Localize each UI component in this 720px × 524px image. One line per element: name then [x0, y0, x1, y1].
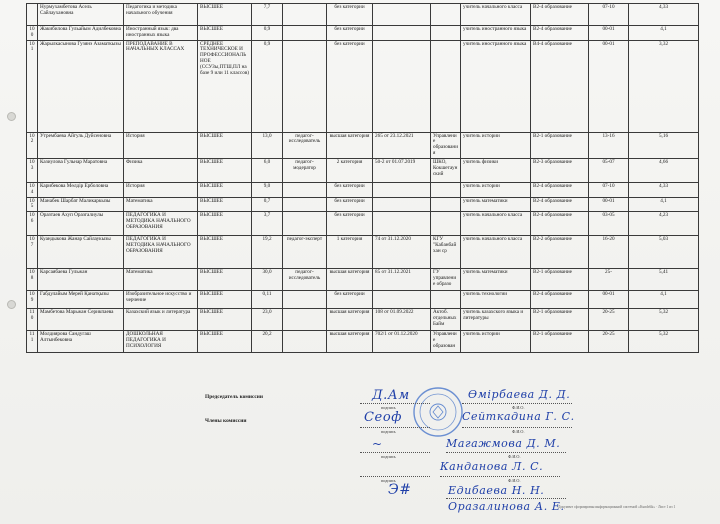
- table-row: [27, 4, 699, 26]
- cell-num: 102: [27, 132, 38, 158]
- cell-code: 05-07: [589, 158, 629, 182]
- cell-order: [373, 197, 431, 212]
- cell-edu: ВЫСШЕЕ: [198, 331, 252, 353]
- cell-num: 109: [27, 291, 38, 309]
- signature-line: [360, 427, 430, 428]
- cell-cat2: высшая категория: [327, 132, 373, 158]
- cell-cat2: без категории: [327, 212, 373, 236]
- cell-position: учитель математики: [461, 269, 531, 291]
- cell-order: [373, 40, 431, 132]
- cell-cat1: [283, 4, 327, 26]
- cell-num: 101: [27, 40, 38, 132]
- table-row: [27, 182, 699, 197]
- cell-exp: 19,2: [252, 236, 283, 269]
- cell-num: 110: [27, 309, 38, 331]
- cell-position: учитель иностранного языка: [461, 26, 531, 41]
- cell-org: [431, 197, 461, 212]
- cell-spec: Педагогика и методика начального обучения: [124, 4, 198, 26]
- fio-chair: Өмірбаева Д. Д.: [468, 388, 571, 401]
- cell-exp: 3,7: [252, 212, 283, 236]
- cell-position: учитель начального класса: [461, 212, 531, 236]
- cell-grade: B2-4 образование: [531, 4, 589, 26]
- fio-line: [462, 427, 572, 428]
- cell-spec: Математика: [124, 269, 198, 291]
- cell-spec: ПЕДАГОГИКА И МЕТОДИКА НАЧАЛЬНОГО ОБРАЗОВАНИЯ: [124, 212, 198, 236]
- fio-caption: Ф.И.О.: [512, 405, 525, 410]
- fio-caption: Ф.И.О.: [512, 429, 525, 434]
- fio-member-3: Канданова Л. С.: [440, 460, 544, 473]
- cell-grade: B2-1 образование: [531, 309, 589, 331]
- cell-edu: ВЫСШЕЕ: [198, 26, 252, 41]
- cell-spec: Иностранный язык: два иностранных языка: [124, 26, 198, 41]
- cell-code: 20-25: [589, 331, 629, 353]
- cell-position: учитель физики: [461, 158, 531, 182]
- cell-org: [431, 26, 461, 41]
- cell-code: 16-20: [589, 236, 629, 269]
- cell-cat1: педагог-эксперт: [283, 236, 327, 269]
- staff-table: [26, 3, 699, 353]
- cell-order: [373, 291, 431, 309]
- cell-edu: ВЫСШЕЕ: [198, 236, 252, 269]
- cell-cat1: [283, 40, 327, 132]
- cell-exp: 6,0: [252, 158, 283, 182]
- fio-line: [446, 498, 566, 499]
- cell-coef: 4,66: [629, 158, 699, 182]
- cell-num: [27, 4, 38, 26]
- fio-member-2: Магажмова Д. М.: [446, 437, 561, 450]
- fio-member-1: Сейткадина Г. С.: [462, 410, 575, 423]
- cell-coef: 5,32: [629, 309, 699, 331]
- table-row: [27, 291, 699, 309]
- cell-num: 104: [27, 182, 38, 197]
- cell-exp: 23,0: [252, 309, 283, 331]
- cell-num: 108: [27, 269, 38, 291]
- cell-cat2: высшая категория: [327, 309, 373, 331]
- chair-label: Председатель комиссии: [205, 394, 263, 400]
- cell-order: 702/1 от 01.12.2020: [373, 331, 431, 353]
- cell-spec: Казахский язык и литература: [124, 309, 198, 331]
- cell-code: 07-10: [589, 182, 629, 197]
- binder-hole-top: [7, 112, 16, 121]
- cell-cat1: [283, 197, 327, 212]
- cell-grade: B2-1 образование: [531, 132, 589, 158]
- cell-org: [431, 291, 461, 309]
- table-row: [27, 212, 699, 236]
- cell-edu: СРЕДНЕЕ ТЕХНИЧЕСКОЕ И ПРОФЕССИОНАЛЬНОЕ (ССУЗы,ПТШ,ПЛ на базе 9 или 11 классов): [198, 40, 252, 132]
- cell-position: учитель иностранного языка: [461, 40, 531, 132]
- table-row: [27, 40, 699, 132]
- cell-cat1: [283, 331, 327, 353]
- signature-caption: подпись: [381, 405, 396, 410]
- cell-edu: ВЫСШЕЕ: [198, 291, 252, 309]
- signature-line: [360, 452, 430, 453]
- cell-org: ГУ управление образо: [431, 269, 461, 291]
- cell-cat1: [283, 291, 327, 309]
- cell-num: 103: [27, 158, 38, 182]
- signature-chair-initials: Д.Ам: [372, 388, 410, 403]
- cell-code: 00-01: [589, 40, 629, 132]
- cell-org: Актоб. отдельных Байм: [431, 309, 461, 331]
- cell-edu: ВЫСШЕЕ: [198, 4, 252, 26]
- cell-name: Мамбетова Марьжан Серикпаева: [38, 309, 124, 331]
- cell-code: 00-01: [589, 197, 629, 212]
- signature-member-2: ~: [372, 437, 383, 451]
- signature-caption: подпись: [381, 454, 396, 459]
- cell-cat2: без категории: [327, 4, 373, 26]
- cell-coef: 4,1: [629, 197, 699, 212]
- cell-name: Молдиярова Сандугаш Алтынбековна: [38, 331, 124, 353]
- cell-code: 00-01: [589, 291, 629, 309]
- cell-exp: 13,0: [252, 132, 283, 158]
- cell-exp: 20,2: [252, 331, 283, 353]
- table-row: [27, 158, 699, 182]
- cell-coef: 4,1: [629, 291, 699, 309]
- signature-member-1: Сеоф: [364, 410, 403, 425]
- cell-order: 85 от 31.12.2021: [373, 269, 431, 291]
- cell-cat1: педагог-исследователь: [283, 132, 327, 158]
- official-stamp: [412, 386, 464, 438]
- cell-coef: 4,1: [629, 26, 699, 41]
- cell-name: Оразтаев Ахуп Оразгалиулы: [38, 212, 124, 236]
- cell-name: Жарылкасынова Гузянэ Азаматкызы: [38, 40, 124, 132]
- cell-edu: ВЫСШЕЕ: [198, 132, 252, 158]
- cell-coef: 3,32: [629, 40, 699, 132]
- signature-caption: подпись: [381, 478, 396, 483]
- cell-num: 100: [27, 26, 38, 41]
- cell-edu: ВЫСШЕЕ: [198, 309, 252, 331]
- cell-cat2: высшая категория: [327, 269, 373, 291]
- table-row: [27, 269, 699, 291]
- signature-line: [360, 403, 430, 404]
- cell-num: 106: [27, 212, 38, 236]
- table-row: [27, 236, 699, 269]
- cell-name: Габдулайым Мерей Қанатқызы: [38, 291, 124, 309]
- cell-num: 107: [27, 236, 38, 269]
- fio-caption: Ф.И.О.: [508, 478, 521, 483]
- cell-grade: B2-1 образование: [531, 331, 589, 353]
- cell-code: 25-: [589, 269, 629, 291]
- cell-spec: История: [124, 132, 198, 158]
- cell-name: Казиулова Гульнар Маратовна: [38, 158, 124, 182]
- cell-num: 105: [27, 197, 38, 212]
- cell-spec: Изобразительное искусство и черчение: [124, 291, 198, 309]
- cell-exp: 0,11: [252, 291, 283, 309]
- cell-position: учитель казахского языка и литературы: [461, 309, 531, 331]
- cell-coef: 4,23: [629, 212, 699, 236]
- cell-position: учитель математики: [461, 197, 531, 212]
- cell-cat2: без категории: [327, 182, 373, 197]
- cell-cat1: [283, 309, 327, 331]
- cell-grade: B2-4 образование: [531, 182, 589, 197]
- cell-code: 03-05: [589, 212, 629, 236]
- cell-code: 00-01: [589, 26, 629, 41]
- cell-name: Куандыкова Жанар Сайлаукызы: [38, 236, 124, 269]
- cell-order: [373, 212, 431, 236]
- fio-line: [462, 403, 572, 404]
- cell-name: Карсаябаева Гульжан: [38, 269, 124, 291]
- cell-grade: B2-4 образование: [531, 212, 589, 236]
- cell-coef: 4,33: [629, 4, 699, 26]
- cell-exp: 9,0: [252, 182, 283, 197]
- cell-cat1: [283, 182, 327, 197]
- cell-exp: 30,0: [252, 269, 283, 291]
- cell-coef: 5,16: [629, 132, 699, 158]
- cell-edu: ВЫСШЕЕ: [198, 197, 252, 212]
- cell-code: 13-16: [589, 132, 629, 158]
- cell-name: Нурмухамбетова Асель Сайлаухановна: [38, 4, 124, 26]
- cell-order: 265 от 23.12.2021: [373, 132, 431, 158]
- binder-hole-bottom: [7, 300, 16, 309]
- cell-grade: B2-2 образование: [531, 236, 589, 269]
- cell-name: Жакибилова Гульайым Адилбековна: [38, 26, 124, 41]
- cell-position: учитель технологии: [461, 291, 531, 309]
- cell-spec: ДОШКОЛЬНАЯ ПЕДАГОГИКА И ПСИХОЛОГИЯ: [124, 331, 198, 353]
- cell-position: учитель истории: [461, 132, 531, 158]
- cell-org: [431, 40, 461, 132]
- cell-name: Карибекова Мөлдір Ерболовна: [38, 182, 124, 197]
- cell-edu: ВЫСШЕЕ: [198, 158, 252, 182]
- cell-coef: 4,33: [629, 182, 699, 197]
- cell-grade: B2-4 образование: [531, 26, 589, 41]
- cell-edu: ВЫСШЕЕ: [198, 269, 252, 291]
- cell-org: [431, 212, 461, 236]
- fio-caption: Ф.И.О.: [508, 454, 521, 459]
- cell-edu: ВЫСШЕЕ: [198, 182, 252, 197]
- signature-caption: подпись: [381, 429, 396, 434]
- cell-spec: ПЕДАГОГИКА И МЕТОДИКА НАЧАЛЬНОГО ОБРАЗОВАНИЯ: [124, 236, 198, 269]
- cell-grade: B2-3 образование: [531, 158, 589, 182]
- cell-coef: 5,41: [629, 269, 699, 291]
- signature-member-4: Э#: [388, 482, 412, 498]
- cell-order: 50-2 от 01.07.2019: [373, 158, 431, 182]
- fio-member-4: Едибаева Н. Н.: [448, 484, 545, 497]
- cell-order: 74 от 31.12.2020: [373, 236, 431, 269]
- cell-num: 111: [27, 331, 38, 353]
- cell-exp: 7,7: [252, 4, 283, 26]
- system-footnote: Документ сформирован информационной системой «Kundelik» · Лист 1 из 1: [558, 505, 676, 509]
- cell-position: учитель истории: [461, 182, 531, 197]
- cell-org: [431, 4, 461, 26]
- fio-line: [440, 476, 560, 477]
- members-label: Члены комиссии: [205, 418, 247, 424]
- cell-org: [431, 182, 461, 197]
- fio-line: [446, 452, 566, 453]
- cell-cat2: без категории: [327, 197, 373, 212]
- cell-position: учитель начального класса: [461, 4, 531, 26]
- cell-position: учитель начального класса: [461, 236, 531, 269]
- cell-exp: 0,7: [252, 197, 283, 212]
- cell-cat2: без категории: [327, 40, 373, 132]
- cell-coef: 5,03: [629, 236, 699, 269]
- cell-name: Манабек Шарбат Маликаркызы: [38, 197, 124, 212]
- cell-code: 20-25: [589, 309, 629, 331]
- table-row: [27, 331, 699, 353]
- cell-grade: B2-4 образование: [531, 197, 589, 212]
- cell-grade: B4-4 образование: [531, 40, 589, 132]
- cell-order: [373, 182, 431, 197]
- fio-member-5: Оразалинова А. Е.: [448, 500, 565, 513]
- cell-cat1: [283, 26, 327, 41]
- cell-order: [373, 26, 431, 41]
- cell-org: Управление образован: [431, 331, 461, 353]
- cell-grade: B2-4 образование: [531, 291, 589, 309]
- table-row: [27, 26, 699, 41]
- cell-cat2: без категории: [327, 26, 373, 41]
- cell-coef: 5,32: [629, 331, 699, 353]
- cell-spec: Математика: [124, 197, 198, 212]
- signature-line: [360, 476, 430, 477]
- cell-name: Утрембаева Айгуль Дуйсеновна: [38, 132, 124, 158]
- table-row: [27, 197, 699, 212]
- cell-cat2: высшая категория: [327, 331, 373, 353]
- cell-spec: История: [124, 182, 198, 197]
- table-row: [27, 309, 699, 331]
- cell-cat2: 1 категория: [327, 236, 373, 269]
- cell-code: 07-10: [589, 4, 629, 26]
- cell-position: учитель истории: [461, 331, 531, 353]
- table-row: [27, 132, 699, 158]
- cell-exp: 0,9: [252, 40, 283, 132]
- cell-cat2: 2 категория: [327, 158, 373, 182]
- cell-org: КГУ "Кабанбай хан ср: [431, 236, 461, 269]
- cell-edu: ВЫСШЕЕ: [198, 212, 252, 236]
- cell-exp: 0,9: [252, 26, 283, 41]
- cell-order: 108 от 01.09.2022: [373, 309, 431, 331]
- cell-order: [373, 4, 431, 26]
- cell-cat1: [283, 212, 327, 236]
- cell-grade: B2-1 образование: [531, 269, 589, 291]
- cell-org: Управление образования: [431, 132, 461, 158]
- cell-org: ШКО, Кокшетаунский: [431, 158, 461, 182]
- cell-cat1: педагог-модератор: [283, 158, 327, 182]
- cell-spec: ПРЕПОДАВАНИЕ В НАЧАЛЬНЫХ КЛАССАХ: [124, 40, 198, 132]
- cell-spec: Физика: [124, 158, 198, 182]
- cell-cat1: педагог-исследователь: [283, 269, 327, 291]
- cell-cat2: без категории: [327, 291, 373, 309]
